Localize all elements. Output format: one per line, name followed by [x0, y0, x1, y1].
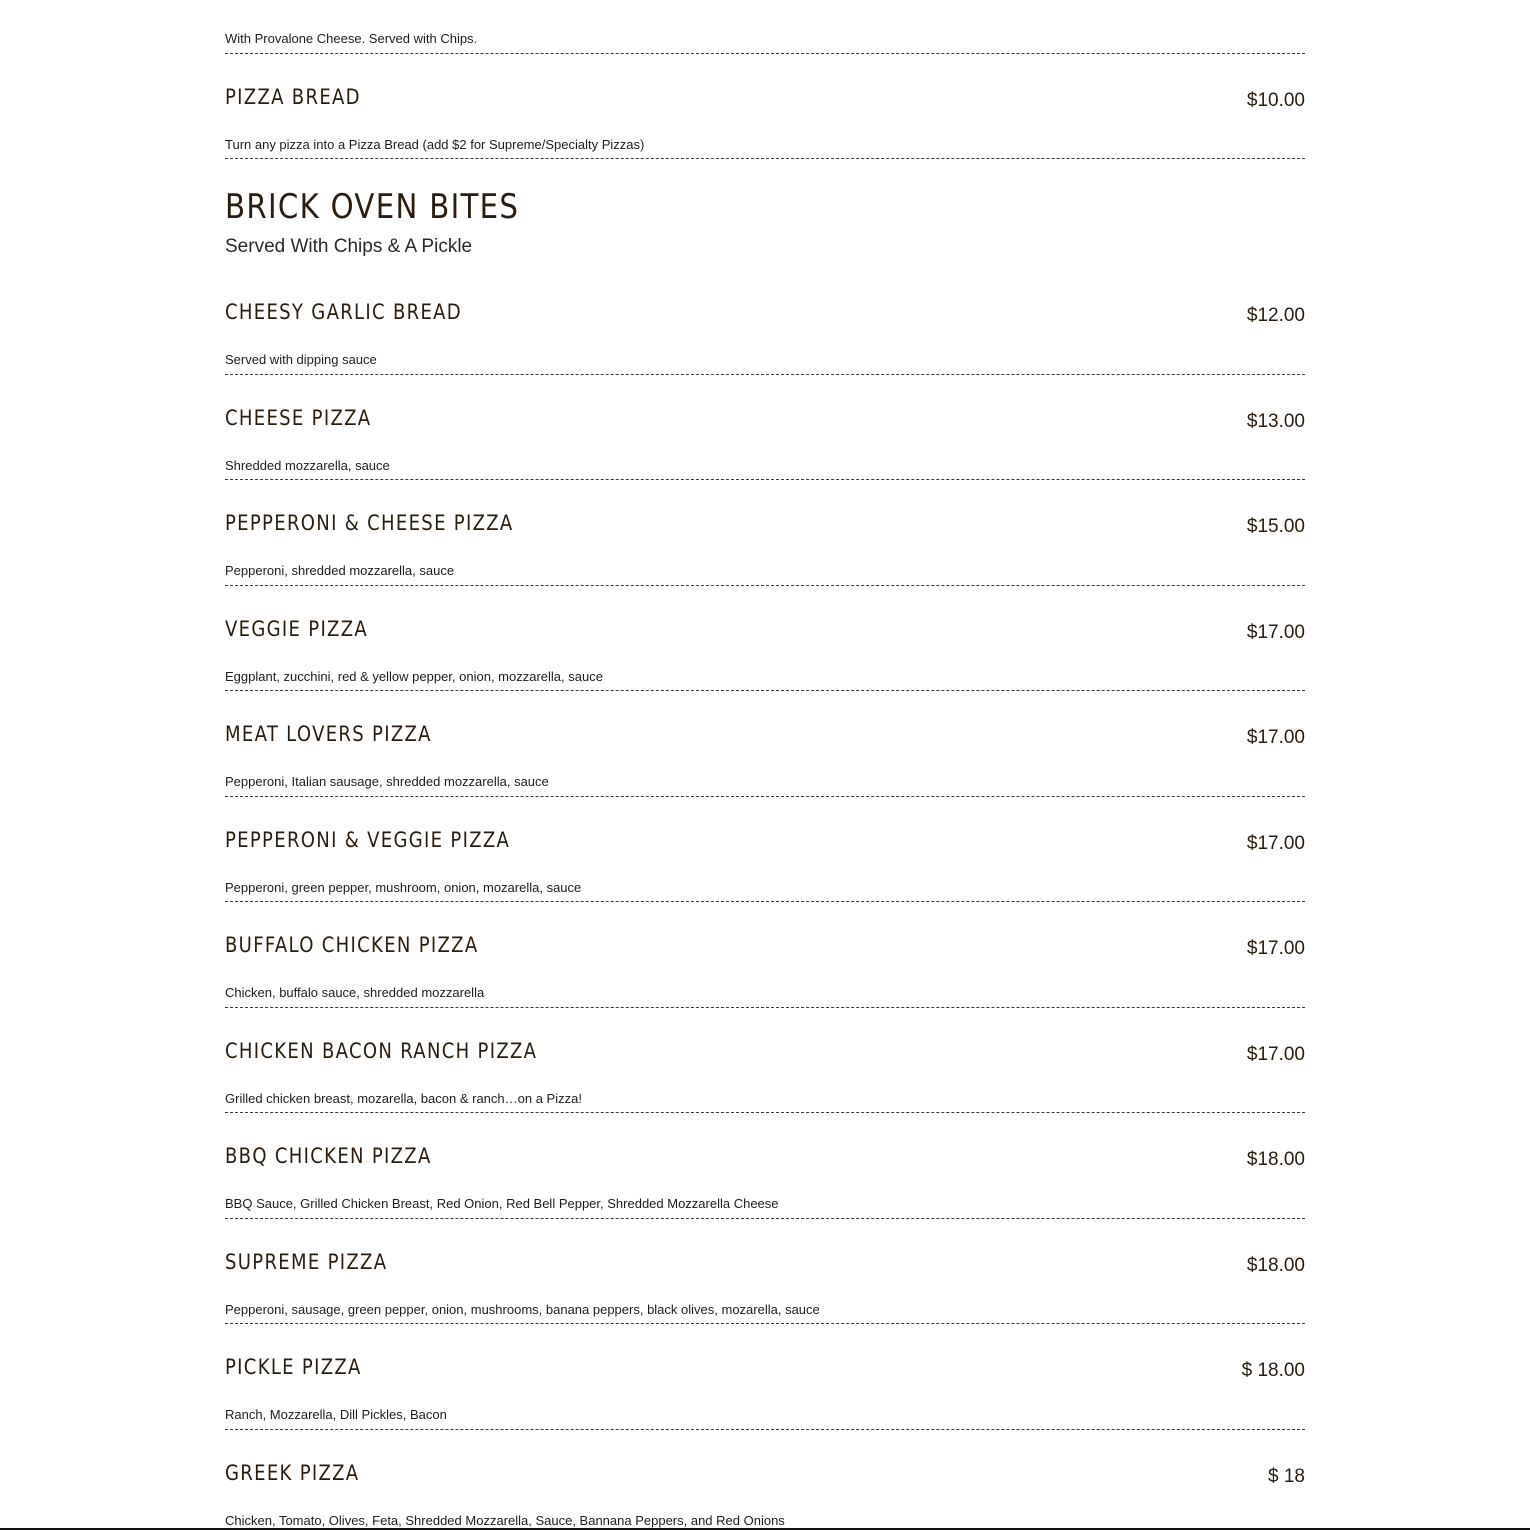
menu-item: [225, 1113, 1305, 1219]
item-price: $17.00: [1246, 938, 1305, 959]
item-name: PICKLE PIZZA: [225, 1355, 362, 1379]
menu-item: [225, 375, 1305, 481]
item-name: MEAT LOVERS PIZZA: [225, 722, 432, 746]
item-price: $17.00: [1246, 1043, 1305, 1065]
menu-item: [225, 797, 1305, 903]
item-description: Grilled chicken breast, mozarella, bacon & ranch…on a Pizza!: [225, 1090, 582, 1106]
item-name: PIZZA BREAD: [225, 84, 361, 109]
menu-item: [225, 480, 1305, 586]
item-description: Pepperoni, Italian sausage, shredded mozzarella, sauce: [225, 774, 549, 789]
item-price: $17.00: [1246, 832, 1305, 854]
item-price: $18.00: [1246, 1149, 1305, 1170]
item-description: BBQ Sauce, Grilled Chicken Breast, Red Onion, Red Bell Pepper, Shredded Mozzarella Cheese: [225, 1196, 779, 1211]
item-name: PEPPERONI & CHEESE PIZZA: [225, 511, 514, 535]
item-description: Shredded mozzarella, sauce: [225, 457, 390, 473]
menu-item: [225, 1008, 1305, 1114]
menu-item: [225, 586, 1305, 692]
menu-list: [225, 0, 1305, 1530]
item-price: $18.00: [1246, 1254, 1305, 1276]
item-price: $ 18.00: [1241, 1360, 1305, 1381]
item-description: Ranch, Mozzarella, Dill Pickles, Bacon: [225, 1407, 447, 1422]
item-name: SUPREME PIZZA: [225, 1249, 388, 1274]
menu-item: [225, 1219, 1305, 1325]
item-name: CHICKEN BACON RANCH PIZZA: [225, 1038, 538, 1063]
item-price: $12.00: [1246, 305, 1305, 326]
menu-item: [225, 0, 1305, 54]
item-name: CHEESE PIZZA: [225, 405, 372, 430]
item-description: Chicken, buffalo sauce, shredded mozzarella: [225, 985, 485, 1000]
item-name: BBQ CHICKEN PIZZA: [225, 1144, 432, 1168]
item-name: GREEK PIZZA: [225, 1460, 360, 1485]
item-description: Pepperoni, green pepper, mushroom, onion, mozarella, sauce: [225, 879, 582, 895]
menu-item: [225, 902, 1305, 1008]
section-title: BRICK OVEN BITES: [225, 187, 520, 227]
item-description: Pepperoni, shredded mozzarella, sauce: [225, 563, 455, 578]
item-name: BUFFALO CHICKEN PIZZA: [225, 933, 479, 957]
menu-item: [225, 691, 1305, 797]
item-name: CHEESY GARLIC BREAD: [225, 300, 463, 324]
menu-item: [225, 1430, 1305, 1530]
menu-item: [225, 54, 1305, 160]
item-price: $15.00: [1246, 516, 1305, 537]
item-price: $13.00: [1246, 410, 1305, 432]
item-description: Chicken, Tomato, Olives, Feta, Shredded Mozzarella, Sauce, Bannana Peppers, and Red Onions: [225, 1512, 785, 1528]
item-description: Served with dipping sauce: [225, 352, 377, 367]
item-description: Pepperoni, sausage, green pepper, onion, mushrooms, banana peppers, black olives, mozarella, sauce: [225, 1301, 820, 1317]
item-name: VEGGIE PIZZA: [225, 616, 369, 641]
item-description: With Provalone Cheese. Served with Chips.: [225, 31, 478, 46]
item-description: Turn any pizza into a Pizza Bread (add $2 for Supreme/Specialty Pizzas): [225, 136, 645, 152]
section-subtitle: Served With Chips & A Pickle: [225, 236, 473, 257]
section-header: [225, 159, 1305, 269]
item-name: PEPPERONI & VEGGIE PIZZA: [225, 827, 511, 852]
item-description: Eggplant, zucchini, red & yellow pepper, onion, mozzarella, sauce: [225, 668, 603, 684]
menu-item: [225, 1324, 1305, 1430]
menu-item: [225, 269, 1305, 375]
item-price: $17.00: [1246, 727, 1305, 748]
item-price: $ 18: [1268, 1465, 1305, 1487]
item-price: $10.00: [1246, 89, 1305, 111]
item-price: $17.00: [1246, 621, 1305, 643]
